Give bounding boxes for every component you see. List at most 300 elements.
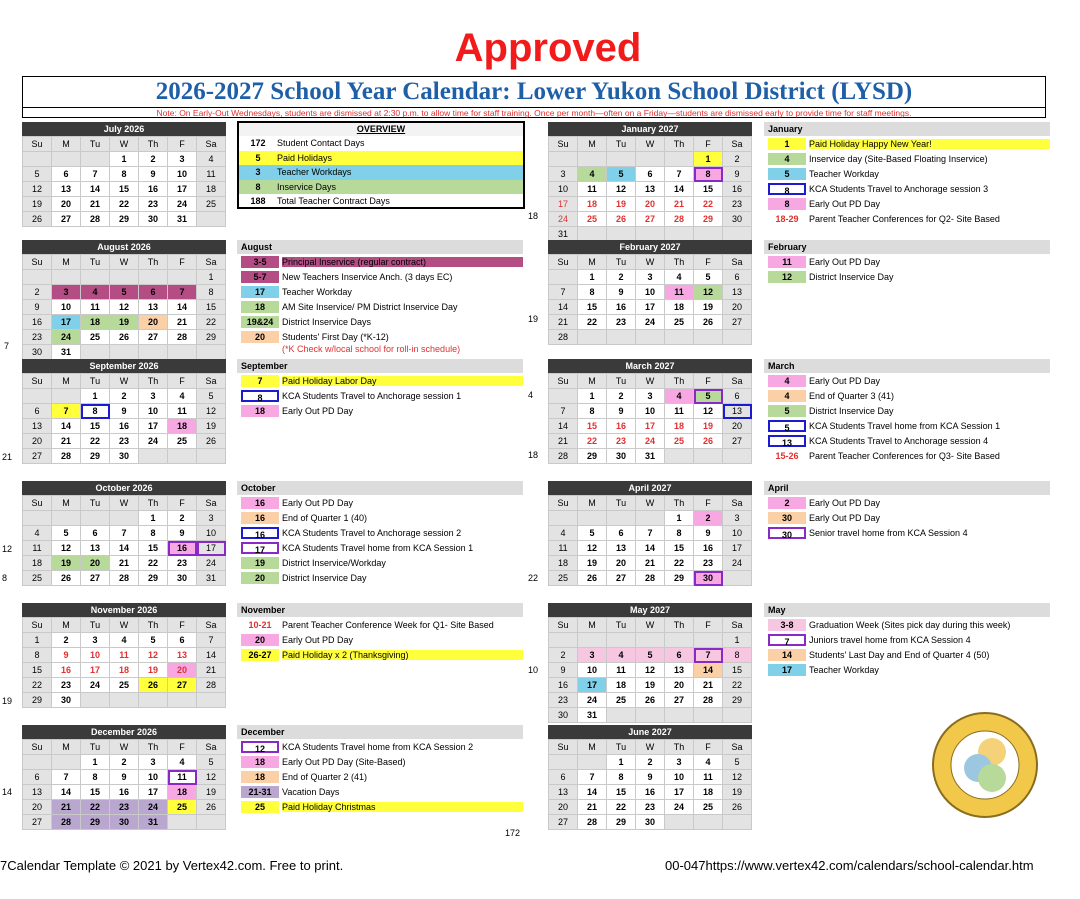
day-cell: 29: [81, 449, 110, 464]
day-cell: [52, 755, 81, 770]
day-cell: [110, 511, 139, 526]
note-date: 18: [241, 756, 279, 768]
day-cell: 9: [110, 404, 139, 419]
day-cell: 16: [636, 785, 665, 800]
day-cell: 18: [81, 315, 110, 330]
note-date: 1: [768, 138, 806, 150]
day-cell: 2: [723, 152, 752, 167]
weekday-header: Su: [23, 740, 52, 755]
weekday-header: Sa: [197, 137, 226, 152]
note-text: Teacher Workday: [809, 168, 879, 179]
weekday-header: Th: [665, 740, 694, 755]
day-cell: 25: [665, 434, 694, 449]
day-cell: 13: [607, 541, 636, 556]
day-cell: 15: [578, 300, 607, 315]
note-text: KCA Students Travel home from KCA Session 2: [282, 741, 474, 752]
day-cell: 16: [168, 541, 197, 556]
day-cell: 28: [549, 449, 578, 464]
note-row: [764, 403, 1050, 418]
overview-label: Student Contact Days: [277, 138, 365, 148]
day-cell: 9: [110, 770, 139, 785]
day-cell: 14: [665, 182, 694, 197]
note-date: 30: [768, 512, 806, 524]
day-cell: 25: [23, 571, 52, 586]
month-calendar: [548, 725, 752, 830]
day-cell: 26: [110, 330, 139, 345]
day-cell: 26: [197, 800, 226, 815]
day-cell: 4: [665, 270, 694, 285]
overview-count: 188: [250, 196, 266, 206]
day-cell: 3: [81, 633, 110, 648]
day-cell: [110, 345, 139, 360]
day-cell: 16: [139, 182, 168, 197]
day-cell: 25: [168, 800, 197, 815]
weekday-header: Sa: [723, 137, 752, 152]
note-row: [237, 799, 523, 814]
month-calendar: [22, 725, 226, 830]
day-cell: 6: [723, 389, 752, 404]
note-row: [237, 647, 523, 662]
weekday-header: W: [636, 740, 665, 755]
day-cell: 8: [23, 648, 52, 663]
day-cell: 1: [607, 755, 636, 770]
weekday-header: Sa: [723, 740, 752, 755]
month-notes: [764, 122, 1050, 226]
day-cell: 10: [665, 770, 694, 785]
day-cell: 16: [607, 419, 636, 434]
note-date: 16: [241, 512, 279, 524]
day-cell: 3: [636, 270, 665, 285]
day-cell: 8: [81, 404, 110, 419]
day-cell: 28: [197, 678, 226, 693]
note-row: [764, 166, 1050, 181]
day-cell: 17: [52, 315, 81, 330]
day-cell: 3: [578, 648, 607, 663]
day-cell: [52, 270, 81, 285]
note-row: [764, 373, 1050, 388]
day-cell: [723, 571, 752, 586]
day-cell: 27: [139, 330, 168, 345]
day-cell: 9: [139, 167, 168, 182]
note-text: Students' Last Day and End of Quarter 4 (50): [809, 649, 990, 660]
day-cell: 12: [139, 648, 168, 663]
weekday-header: Th: [665, 618, 694, 633]
day-cell: 8: [110, 167, 139, 182]
day-cell: 26: [723, 800, 752, 815]
day-cell: 19: [636, 678, 665, 693]
day-cell: 19: [197, 785, 226, 800]
day-cell: 8: [607, 770, 636, 785]
overview-box: [237, 121, 525, 209]
day-cell: 19: [607, 197, 636, 212]
note-text: KCA Students Travel to Anchorage session 2: [282, 527, 462, 538]
day-cell: 10: [139, 770, 168, 785]
month-calendar: [548, 122, 752, 242]
overview-count: 5: [239, 151, 277, 166]
day-cell: [52, 511, 81, 526]
overview-count: 3: [239, 165, 277, 180]
weekday-header: Th: [139, 618, 168, 633]
note-text: Vacation Days: [282, 786, 340, 797]
day-cell: 18: [665, 419, 694, 434]
day-cell: 26: [52, 571, 81, 586]
day-cell: 8: [197, 285, 226, 300]
month-calendar: [22, 481, 226, 586]
day-cell: [665, 330, 694, 345]
month-title: January 2027: [548, 122, 752, 136]
day-cell: 24: [81, 678, 110, 693]
note-date: 3-8: [768, 619, 806, 631]
day-cell: 15: [578, 419, 607, 434]
weekday-header: M: [52, 618, 81, 633]
day-cell: [81, 270, 110, 285]
day-cell: 18: [168, 785, 197, 800]
note-row: [237, 540, 523, 555]
day-cell: 29: [694, 212, 723, 227]
day-cell: 22: [578, 434, 607, 449]
note-text: District Inservice Day: [809, 271, 894, 282]
day-cell: 13: [81, 541, 110, 556]
month-calendar: [22, 122, 226, 227]
day-cell: 17: [197, 541, 226, 556]
day-cell: [81, 693, 110, 708]
weekday-header: W: [110, 740, 139, 755]
day-cell: 26: [578, 571, 607, 586]
weekday-header: Sa: [723, 618, 752, 633]
day-cell: 23: [168, 556, 197, 571]
day-cell: 7: [197, 633, 226, 648]
note-date: 25: [241, 801, 279, 813]
day-cell: [168, 693, 197, 708]
weekday-header: W: [636, 618, 665, 633]
month-title: August 2026: [22, 240, 226, 254]
day-cell: 30: [636, 815, 665, 830]
day-cell: 29: [81, 815, 110, 830]
day-cell: 12: [197, 404, 226, 419]
day-cell: 30: [139, 212, 168, 227]
day-cell: 2: [549, 648, 578, 663]
day-cell: [197, 815, 226, 830]
day-cell: 6: [23, 770, 52, 785]
day-cell: 23: [636, 800, 665, 815]
weekday-header: F: [694, 374, 723, 389]
day-cell: 11: [168, 404, 197, 419]
weekday-header: Th: [139, 137, 168, 152]
day-cell: 23: [694, 556, 723, 571]
day-cell: 19: [110, 315, 139, 330]
day-cell: [549, 389, 578, 404]
weekday-header: Th: [665, 137, 694, 152]
day-cell: 4: [578, 167, 607, 182]
note-date: 11: [768, 256, 806, 268]
day-cell: 28: [636, 571, 665, 586]
day-cell: 7: [665, 167, 694, 182]
weekday-header: Th: [139, 740, 168, 755]
day-cell: [110, 693, 139, 708]
note-row: [764, 525, 1050, 540]
day-cell: 19: [694, 300, 723, 315]
day-cell: 14: [636, 541, 665, 556]
note-text: Early Out PD Day: [809, 497, 881, 508]
day-cell: 23: [23, 330, 52, 345]
day-cell: 13: [723, 404, 752, 419]
day-cell: 31: [197, 571, 226, 586]
day-cell: 29: [723, 693, 752, 708]
day-cell: 1: [723, 633, 752, 648]
note-row: [764, 433, 1050, 448]
day-cell: 17: [139, 785, 168, 800]
day-cell: 25: [197, 197, 226, 212]
day-cell: 10: [81, 648, 110, 663]
month-title: September 2026: [22, 359, 226, 373]
day-cell: 24: [139, 434, 168, 449]
day-cell: 12: [694, 404, 723, 419]
day-cell: 18: [665, 300, 694, 315]
note-date: 17: [241, 286, 279, 298]
day-cell: 19: [723, 785, 752, 800]
day-cell: 30: [52, 693, 81, 708]
note-row: [237, 314, 523, 329]
day-cell: 5: [23, 167, 52, 182]
day-cell: 12: [607, 182, 636, 197]
note-date: 14: [768, 649, 806, 661]
weekly-count: 8: [2, 573, 8, 583]
day-cell: 13: [665, 663, 694, 678]
day-cell: 21: [52, 800, 81, 815]
day-cell: [23, 152, 52, 167]
day-cell: 14: [578, 785, 607, 800]
note-date: 13: [768, 435, 806, 447]
day-cell: 20: [139, 315, 168, 330]
day-cell: 27: [665, 693, 694, 708]
weekday-header: F: [168, 137, 197, 152]
day-cell: 24: [168, 197, 197, 212]
note-row: [237, 570, 523, 585]
note-text: District Inservice Day: [809, 405, 894, 416]
day-cell: 14: [549, 300, 578, 315]
day-cell: [139, 449, 168, 464]
day-cell: 12: [636, 663, 665, 678]
weekday-header: M: [578, 137, 607, 152]
day-cell: 1: [110, 152, 139, 167]
day-cell: 24: [636, 315, 665, 330]
day-cell: 22: [81, 800, 110, 815]
day-cell: 30: [110, 449, 139, 464]
page-title: 2026-2027 School Year Calendar: Lower Yukon School District (LYSD): [155, 78, 913, 105]
notes-heading: January: [764, 122, 1050, 136]
day-cell: 16: [110, 785, 139, 800]
day-cell: 21: [636, 556, 665, 571]
day-cell: 24: [723, 556, 752, 571]
day-cell: 10: [197, 526, 226, 541]
day-cell: 3: [139, 755, 168, 770]
day-cell: 5: [694, 389, 723, 404]
weekday-header: W: [110, 255, 139, 270]
note-date: 7: [241, 375, 279, 387]
note-row: [237, 739, 523, 754]
day-cell: [549, 270, 578, 285]
day-cell: 17: [723, 541, 752, 556]
day-cell: 21: [197, 663, 226, 678]
day-cell: 17: [636, 419, 665, 434]
day-cell: [197, 212, 226, 227]
day-cell: 12: [723, 770, 752, 785]
month-notes: [764, 603, 1050, 677]
month-title: December 2026: [22, 725, 226, 739]
day-cell: 10: [52, 300, 81, 315]
day-cell: 6: [81, 526, 110, 541]
day-cell: 10: [139, 404, 168, 419]
day-cell: 22: [665, 556, 694, 571]
day-cell: [665, 633, 694, 648]
note-row: [237, 769, 523, 784]
note-date: 20: [241, 572, 279, 584]
month-title: February 2027: [548, 240, 752, 254]
day-cell: [723, 449, 752, 464]
weekday-header: M: [52, 740, 81, 755]
day-cell: 15: [139, 541, 168, 556]
note-text: Early Out PD Day (Site-Based): [282, 756, 406, 767]
day-cell: 5: [110, 285, 139, 300]
note-text: Early Out PD Day: [282, 405, 354, 416]
weekday-header: Sa: [197, 374, 226, 389]
weekday-header: Su: [549, 255, 578, 270]
month-notes: [764, 481, 1050, 540]
day-cell: 17: [578, 678, 607, 693]
day-cell: 9: [636, 770, 665, 785]
day-cell: 27: [23, 815, 52, 830]
weekday-header: F: [168, 740, 197, 755]
weekday-header: F: [694, 740, 723, 755]
day-cell: 16: [23, 315, 52, 330]
note-row: [764, 495, 1050, 510]
day-cell: 23: [52, 678, 81, 693]
note-text: Senior travel home from KCA Session 4: [809, 527, 968, 538]
day-cell: [197, 693, 226, 708]
overview-count: 8: [239, 180, 277, 195]
note-date: 18-29: [775, 213, 799, 224]
day-cell: 12: [578, 541, 607, 556]
day-cell: 21: [578, 800, 607, 815]
day-cell: [197, 449, 226, 464]
day-cell: 15: [694, 182, 723, 197]
notes-heading: February: [764, 240, 1050, 254]
weekday-header: M: [578, 618, 607, 633]
note-date: 21-31: [241, 786, 279, 798]
day-cell: [723, 330, 752, 345]
weekday-header: Su: [23, 618, 52, 633]
weekday-header: Th: [665, 496, 694, 511]
day-cell: 29: [607, 815, 636, 830]
day-cell: 14: [549, 419, 578, 434]
day-cell: 29: [110, 212, 139, 227]
note-row: [237, 754, 523, 769]
day-cell: 20: [52, 197, 81, 212]
overview-row: [239, 194, 523, 209]
day-cell: 22: [578, 315, 607, 330]
weekday-header: Su: [549, 618, 578, 633]
day-cell: 20: [723, 419, 752, 434]
day-cell: 31: [549, 227, 578, 242]
note-text: KCA Students Travel to Anchorage session 1: [282, 390, 462, 401]
day-cell: 23: [139, 197, 168, 212]
day-cell: 7: [52, 770, 81, 785]
note-text: Early Out PD Day: [809, 375, 881, 386]
day-cell: 15: [81, 785, 110, 800]
overview-row: [239, 151, 523, 166]
weekly-count: 12: [2, 544, 13, 554]
day-cell: 21: [110, 556, 139, 571]
day-cell: 12: [23, 182, 52, 197]
weekday-header: W: [110, 374, 139, 389]
weekday-header: Su: [549, 137, 578, 152]
day-cell: 4: [197, 152, 226, 167]
note-date: 2: [768, 497, 806, 509]
weekday-header: Th: [139, 255, 168, 270]
day-cell: 15: [81, 419, 110, 434]
day-cell: 3: [52, 285, 81, 300]
note-row: [764, 388, 1050, 403]
note-text: New Teachers Inservice Anch. (3 days EC): [282, 271, 453, 282]
day-cell: 31: [168, 212, 197, 227]
overview-row: [239, 165, 523, 180]
note-row: [237, 299, 523, 314]
month-notes: [764, 240, 1050, 284]
day-cell: 21: [52, 434, 81, 449]
weekday-header: Sa: [723, 496, 752, 511]
day-cell: 4: [81, 285, 110, 300]
weekday-header: M: [52, 255, 81, 270]
weekday-header: F: [168, 618, 197, 633]
note-date: 3-5: [241, 256, 279, 268]
weekday-header: W: [636, 496, 665, 511]
day-cell: 3: [723, 511, 752, 526]
day-cell: 13: [549, 785, 578, 800]
day-cell: 7: [636, 526, 665, 541]
day-cell: 29: [23, 693, 52, 708]
day-cell: [665, 152, 694, 167]
day-cell: 6: [52, 167, 81, 182]
day-cell: 8: [665, 526, 694, 541]
day-cell: 26: [139, 678, 168, 693]
weekday-header: Su: [23, 255, 52, 270]
day-cell: 16: [607, 300, 636, 315]
footer-right: 00-047https://www.vertex42.com/calendars/school-calendar.htm: [665, 858, 1034, 873]
day-cell: 10: [549, 182, 578, 197]
weekday-header: F: [694, 255, 723, 270]
overview-row: [239, 180, 523, 195]
weekday-header: Tu: [81, 137, 110, 152]
note-text: AM Site Inservice/ PM District Inservice Day: [282, 301, 458, 312]
month-notes: [237, 240, 523, 354]
day-cell: 5: [578, 526, 607, 541]
day-cell: 13: [168, 648, 197, 663]
day-cell: 20: [607, 556, 636, 571]
weekday-header: W: [636, 255, 665, 270]
weekday-header: Su: [549, 496, 578, 511]
day-cell: 15: [665, 541, 694, 556]
note-date: 18: [241, 771, 279, 783]
day-cell: [81, 152, 110, 167]
day-cell: 11: [665, 285, 694, 300]
weekday-header: Su: [23, 496, 52, 511]
day-cell: 18: [23, 556, 52, 571]
day-cell: 22: [723, 678, 752, 693]
day-cell: 11: [549, 541, 578, 556]
day-cell: [578, 152, 607, 167]
day-cell: 7: [578, 770, 607, 785]
day-cell: [168, 345, 197, 360]
